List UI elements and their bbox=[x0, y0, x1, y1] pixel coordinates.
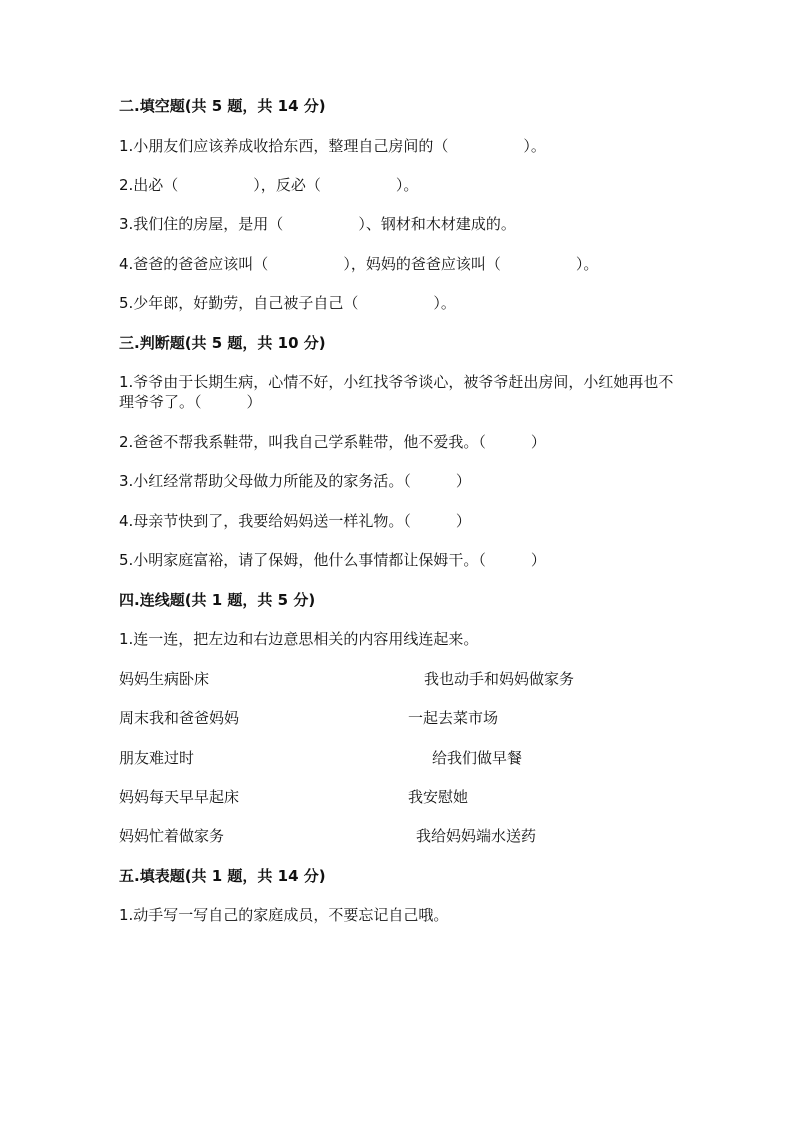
matching-right-item: 我安慰她 bbox=[408, 788, 469, 806]
question-item: 2.爸爸不帮我系鞋带，叫我自己学系鞋带，他不爱我。（ ） bbox=[119, 433, 546, 451]
section-heading-true-false: 三.判断题(共 5 题，共 10 分) bbox=[119, 334, 326, 352]
question-item: 2.出必（ ），反必（ ）。 bbox=[119, 176, 419, 194]
question-item: 1.动手写一写自己的家庭成员，不要忘记自己哦。 bbox=[119, 906, 449, 924]
section-heading-matching: 四.连线题(共 1 题，共 5 分) bbox=[119, 591, 316, 609]
question-item: 3.我们住的房屋，是用（ ）、钢材和木材建成的。 bbox=[119, 215, 516, 233]
question-item: 4.母亲节快到了，我要给妈妈送一样礼物。（ ） bbox=[119, 512, 471, 530]
matching-left-item: 周末我和爸爸妈妈 bbox=[119, 709, 240, 727]
matching-left-item: 妈妈生病卧床 bbox=[119, 670, 210, 688]
matching-left-item: 妈妈忙着做家务 bbox=[119, 827, 225, 845]
question-item: 3.小红经常帮助父母做力所能及的家务活。（ ） bbox=[119, 472, 471, 490]
matching-right-item: 给我们做早餐 bbox=[432, 749, 523, 767]
question-item: 4.爸爸的爸爸应该叫（ ），妈妈的爸爸应该叫（ ）。 bbox=[119, 255, 599, 273]
matching-right-item: 我也动手和妈妈做家务 bbox=[424, 670, 575, 688]
matching-right-item: 我给妈妈端水送药 bbox=[416, 827, 537, 845]
matching-left-item: 朋友难过时 bbox=[119, 749, 195, 767]
matching-left-item: 妈妈每天早早起床 bbox=[119, 788, 240, 806]
section-heading-fill-blank: 二.填空题(共 5 题，共 14 分) bbox=[119, 97, 326, 115]
question-item: 1.小朋友们应该养成收拾东西，整理自己房间的（ ）。 bbox=[119, 137, 546, 155]
question-item: 5.少年郎，好勤劳，自己被子自己（ ）。 bbox=[119, 294, 456, 312]
section-heading-fill-table: 五.填表题(共 1 题，共 14 分) bbox=[119, 867, 326, 885]
question-item: 1.爷爷由于长期生病，心情不好，小红找爷爷谈心，被爷爷赶出房间，小红她再也不理爷爷了。（ ） bbox=[119, 373, 674, 411]
question-item: 1.连一连，把左边和右边意思相关的内容用线连起来。 bbox=[119, 630, 479, 648]
question-item: 5.小明家庭富裕，请了保姆，他什么事情都让保姆干。（ ） bbox=[119, 551, 546, 569]
matching-right-item: 一起去菜市场 bbox=[408, 709, 499, 727]
